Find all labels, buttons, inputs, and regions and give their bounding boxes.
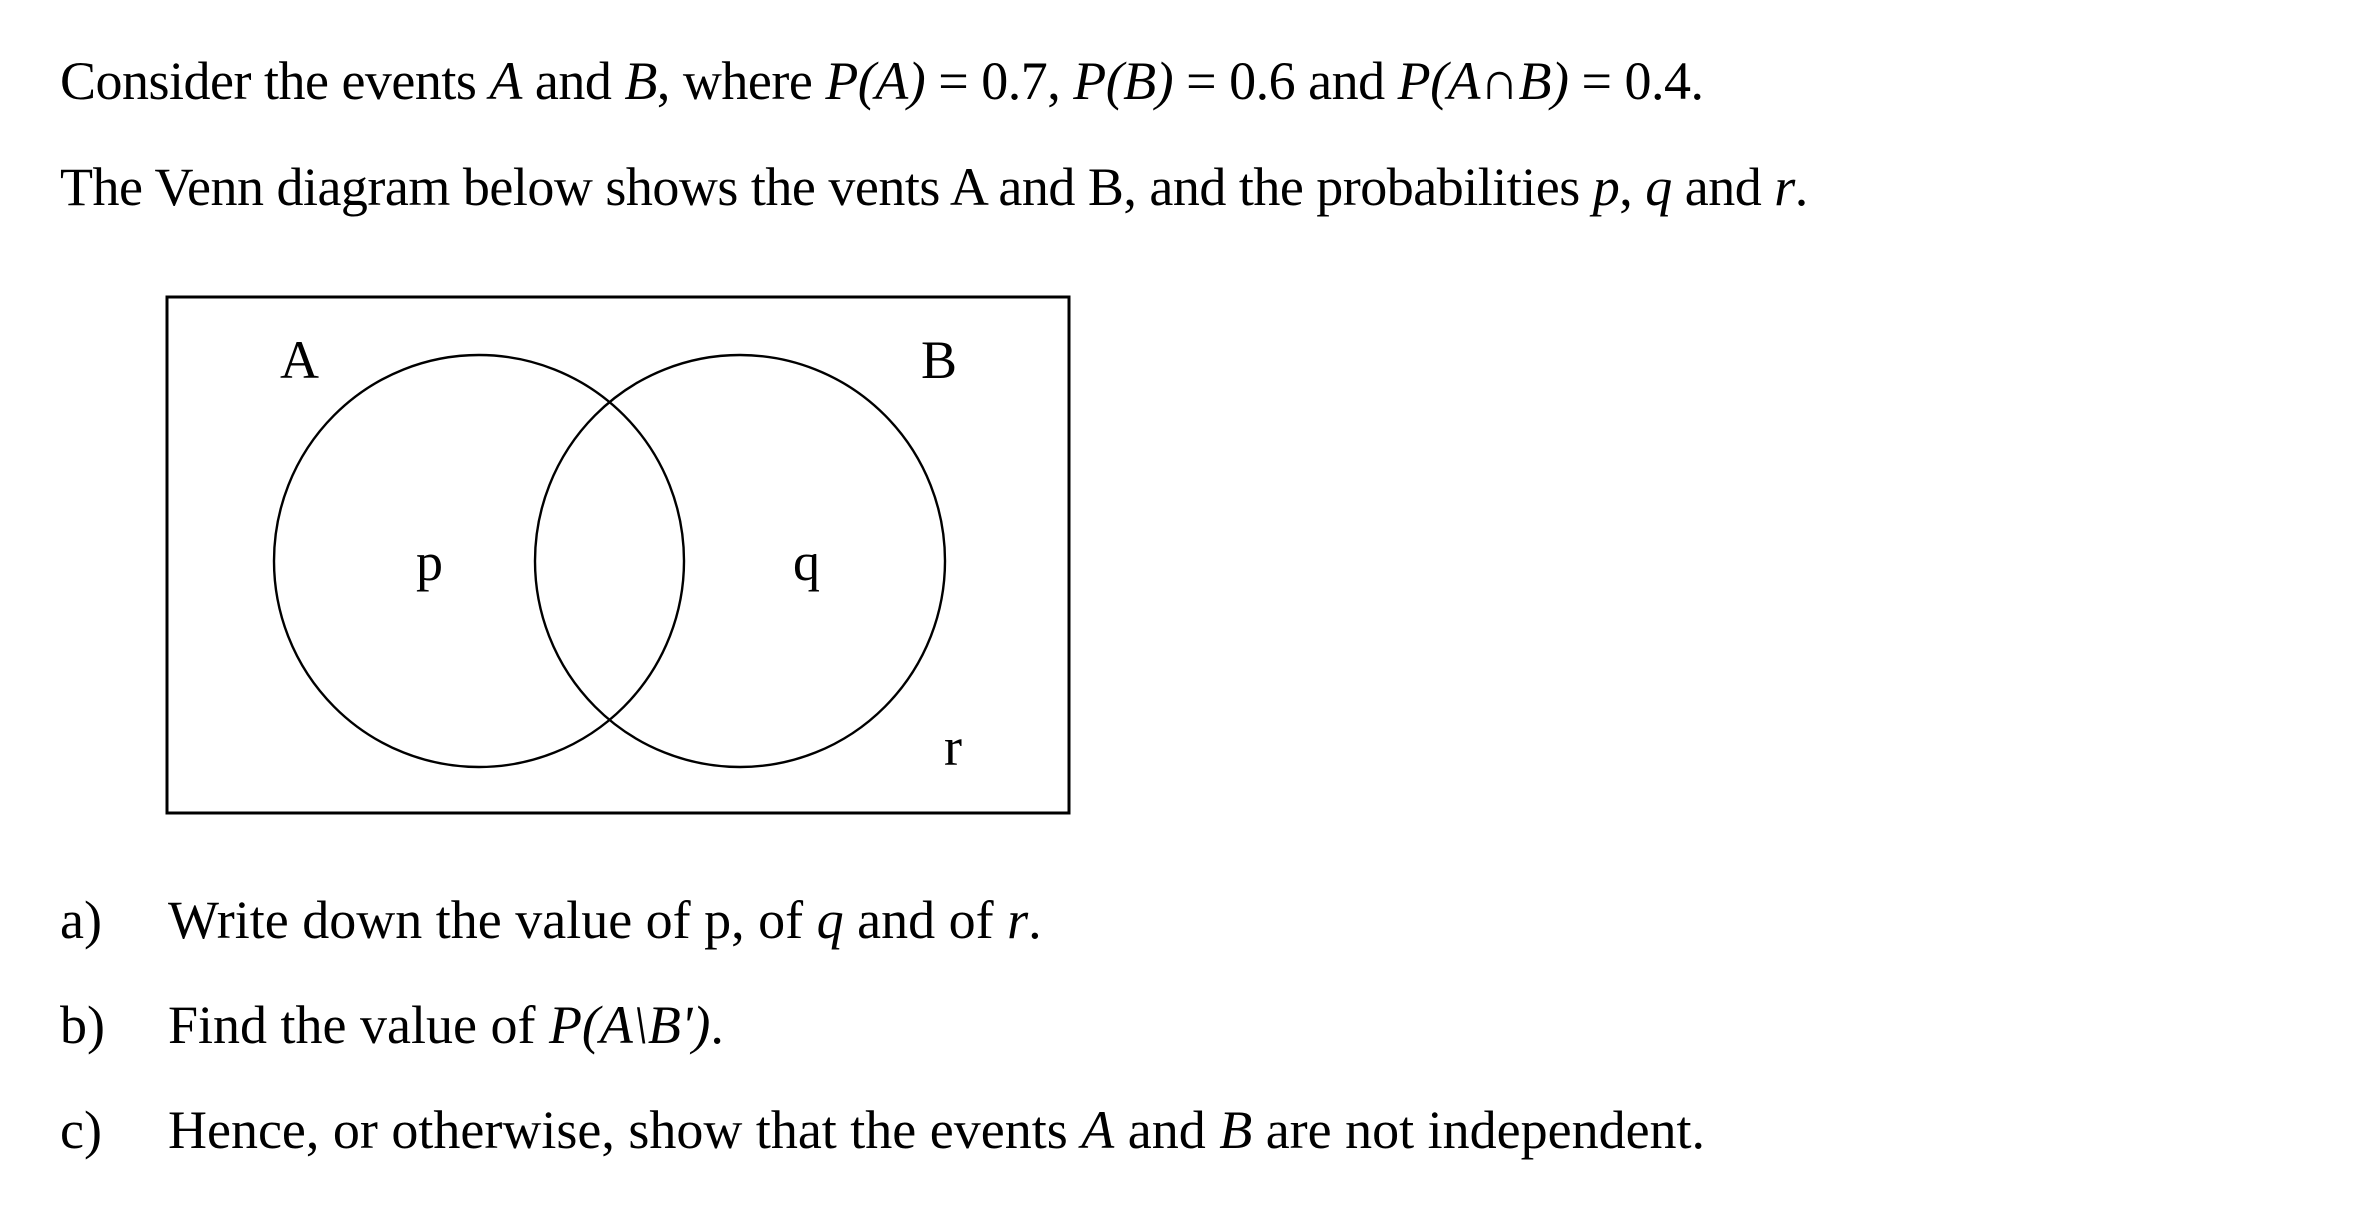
intro-text: and [521, 51, 625, 111]
intro-text: . [1794, 157, 1808, 217]
intro-text: and [1671, 157, 1775, 217]
set-a-label: A [280, 330, 319, 390]
question-text: Hence, or otherwise, show that the events [168, 1100, 1082, 1160]
prob-a-and-b-value: = 0.4. [1568, 51, 1704, 111]
question-text: and of [843, 890, 1008, 950]
set-b-label: B [921, 330, 958, 390]
intro-text: The Venn diagram below shows the vents A and B, and the probabilities [60, 157, 1593, 217]
prob-expression: P(A\B') [548, 995, 711, 1055]
question-text: . [710, 995, 724, 1055]
intro-text: Consider the events [60, 51, 490, 111]
prob-b-expr: P(B) [1073, 51, 1174, 111]
question-c [60, 1100, 1706, 1160]
q-symbol: q [816, 890, 844, 950]
p-symbol: p [1592, 157, 1620, 217]
intro-text: , where [656, 51, 826, 111]
event-b-symbol: B [1219, 1100, 1253, 1160]
r-symbol: r [1774, 157, 1795, 217]
event-a-symbol: A [1081, 1100, 1115, 1160]
region-a-only-label: p [416, 532, 443, 592]
question-text: Find the value of [168, 995, 549, 1055]
set-a-circle [274, 355, 684, 767]
event-a-symbol: A [489, 51, 522, 111]
q-symbol: q [1645, 157, 1672, 217]
question-text: . [1028, 890, 1042, 950]
intro-text: , [1619, 157, 1646, 217]
question-text: are not independent. [1252, 1100, 1706, 1160]
prob-a-and-b-expr: P(A∩B) [1397, 51, 1569, 111]
prob-a-value: = 0.7, [925, 51, 1074, 111]
question-b [60, 995, 724, 1055]
event-b-symbol: B [624, 51, 657, 111]
question-label: c) [60, 1100, 102, 1160]
question-label: a) [60, 890, 102, 950]
question-text: Write down the value of p, of [168, 890, 817, 950]
region-b-only-label: q [793, 532, 820, 592]
prob-b-value: = 0.6 and [1173, 51, 1398, 111]
set-b-circle [535, 355, 945, 767]
prob-a-expr: P(A) [825, 51, 926, 111]
question-text: and [1114, 1100, 1220, 1160]
question-label: b) [60, 995, 105, 1055]
r-symbol: r [1007, 890, 1029, 950]
question-a [60, 890, 1042, 950]
region-outside-label: r [944, 717, 962, 777]
